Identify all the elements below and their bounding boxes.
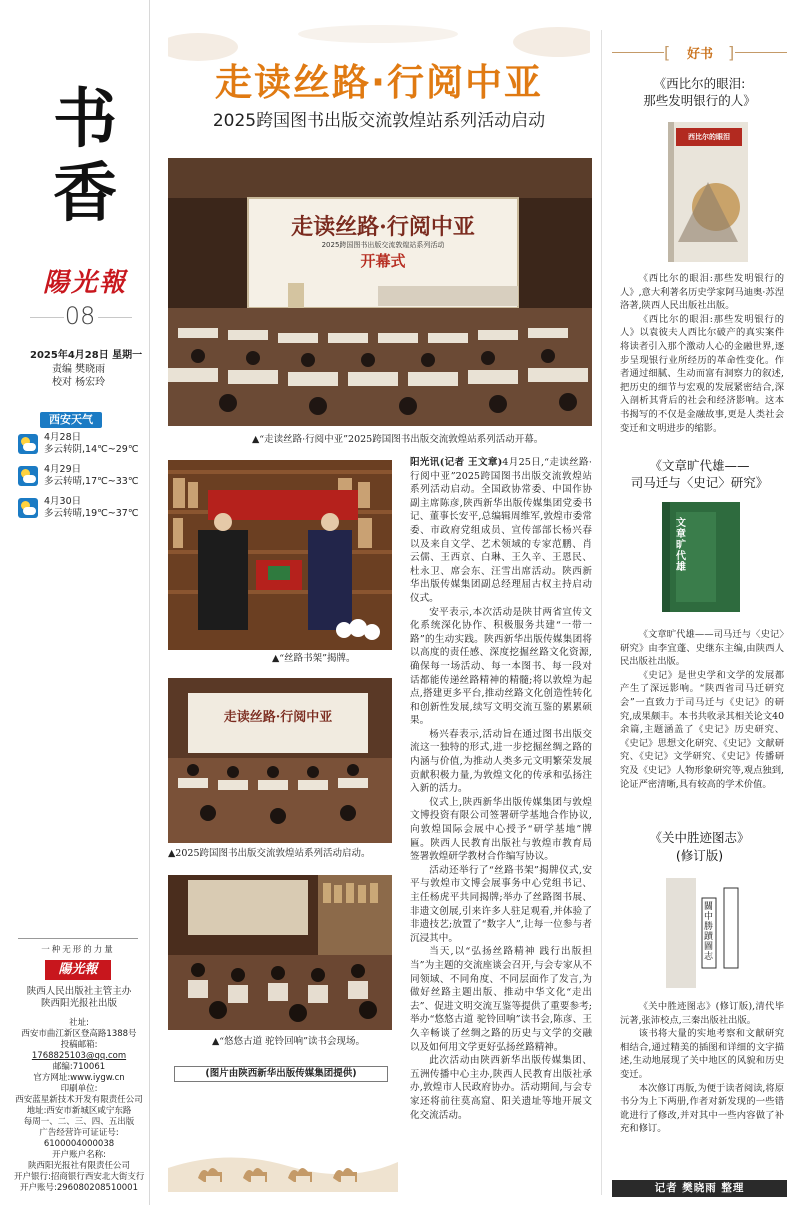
article-paragraph: 此次活动由陕西新华出版传媒集团、五洲传播中心主办,陕西人民教育出版社承办,敦煌市人民政府协办。活动期间,与会专家还将前往莫高窟、阳关遗址等地开展文化交流活动。	[410, 1055, 592, 1121]
masthead-column	[0, 0, 150, 1205]
book-cover-image	[662, 502, 740, 612]
book-desc-paragraph: 《关中胜迹图志》(修订版),清代毕沅著,张沛校点,三秦出版社出版。	[620, 1001, 784, 1026]
divider	[612, 52, 664, 53]
book-2-title-2: 司马迁与〈史记〉研究》	[630, 475, 769, 490]
imprint-line: 西安蓝星新技术开发有限责任公司	[15, 1095, 143, 1105]
headline-main: 走读丝路·行阅中亚	[214, 61, 544, 104]
bookshelf-image	[168, 460, 392, 650]
book-3-desc	[620, 1000, 784, 1136]
book-2-cover	[662, 502, 740, 612]
weather-date: 4月28日	[44, 432, 82, 443]
stage-sub: 2025跨国图书出版交流敦煌站系列活动	[321, 241, 445, 249]
imprint-logo: 陽光報	[45, 960, 111, 980]
book-desc-paragraph: 《西比尔的眼泪:那些发明银行的人》以袁彼夫人西比尔破产的真实案件将读者引入那个激动人心的金融世界,逐步呈现银行业所经历的革命性变化。作者通过细腻、生动而富有洞察力的叙述,把历史的细节与宏观的发展紧密结合,深入剖析其背后的社会和经济影响。这本书揭写的不仅是金融故事,更是人类社会变迁和文明进步的缩影。	[620, 313, 784, 434]
book-2-cover-title: 文章旷代雄	[676, 518, 686, 573]
column-divider	[601, 30, 602, 1195]
weather-date: 4月29日	[44, 464, 82, 475]
imprint-line: 投稿邮箱:	[60, 1040, 98, 1050]
proof-line: 校对 杨宏玲	[52, 377, 106, 388]
divider	[98, 317, 132, 318]
book-3-cover	[666, 878, 746, 988]
divider	[735, 52, 787, 53]
book-1-title-1: 《西比尔的眼泪:	[653, 76, 746, 91]
page-number: 08	[64, 302, 96, 330]
imprint-line: 广告经营许可证证号:	[39, 1128, 119, 1138]
article-byline: 阳光讯(记者 王文章)	[410, 457, 503, 468]
imprint-line: 开户银行:招商银行西安北大街支行	[14, 1172, 145, 1182]
photo-2-caption: ▲“丝路书架”揭牌。	[272, 653, 356, 664]
imprint-line: 社址:	[69, 1018, 89, 1028]
book-3-title-1: 《关中胜迹图志》	[649, 830, 750, 845]
imprint-line: 西安市曲江新区登高路1388号	[21, 1029, 137, 1039]
weather-date: 4月30日	[44, 496, 82, 507]
article-paragraph: 杨兴春表示,活动旨在通过图书出版交流这一独特的形式,进一步挖掘丝绸之路的内涵与价值,为推动人类多元文明繁荣发展贡献积极力量,为敦煌文化的传承和弘扬注入新的活力。	[410, 728, 592, 795]
divider	[18, 938, 138, 939]
book-cover-image	[668, 122, 748, 262]
imprint-line: 陕西阳光报社有限责任公司	[27, 1161, 130, 1171]
main-photo	[168, 158, 592, 426]
headline-sub: 2025跨国图书出版交流敦煌站系列活动启动	[212, 111, 546, 131]
headline-block	[168, 22, 590, 137]
book-desc-paragraph: 该书将大量的实地考察和文献研究相结合,通过精美的插图和详细的文字描述,生动地展现了关中地区的风貌和历史变迁。	[620, 1028, 784, 1080]
imprint-org-1: 陕西人民出版社主管主办	[26, 986, 132, 997]
reading-image	[168, 875, 392, 1030]
article-paragraph: 仪式上,陕西新华出版传媒集团与敦煌文博投资有限公司签署研学基地合作协议,向敦煌国际会展中心授予“研学基地”牌匾。陕西人民教育出版社与敦煌市教育局签署敦煌研学教材合作编写协议。	[410, 796, 592, 863]
imprint-line: 地址:西安市新城区咸宁东路	[26, 1106, 132, 1116]
cloudy-sun-icon	[18, 498, 38, 518]
weather-title: 西安天气	[40, 412, 102, 428]
imprint-line: 每周一、二、三、四、五出版	[23, 1117, 135, 1127]
section-char-1: 书	[53, 82, 117, 157]
stage-open: 开幕式	[360, 252, 406, 270]
photo-launch	[168, 678, 392, 843]
section-header	[612, 40, 787, 66]
book-1-cover	[668, 122, 748, 262]
book-desc-paragraph: 《西比尔的眼泪:那些发明银行的人》,意大利著名历史学家阿马迪奥·苏涅洛著,陕西人民出版社出版。	[620, 273, 784, 312]
article-body	[410, 456, 592, 1196]
book-2-desc	[620, 628, 784, 791]
book-1-title-2: 那些发明银行的人》	[643, 93, 756, 108]
imprint-line: 开户账户名称:	[52, 1150, 106, 1160]
section-char-2: 香	[53, 156, 117, 231]
book-1-cover-title: 西比尔的眼泪	[688, 132, 730, 141]
book-desc-paragraph: 本次修订再版,为便于读者阅读,将原书分为上下两册,作者对新发现的一些错讹进行了修改,并对其中一些内容做了补充和修订。	[620, 1082, 784, 1135]
article-paragraph: 活动还举行了“丝路书架”揭牌仪式,安平与敦煌市文博会展事务中心党组书记、主任杨虎平共同揭牌;举办了丝路图书展、非遗文创展,引来许多人驻足观看,并体验了非遗技艺;放置了“数字人”,让每一位参与者沉浸其中。	[410, 864, 592, 944]
book-desc-paragraph: 《文章旷代雄——司马迁与〈史记〉研究》由李宜蓬、史继东主编,由陕西人民出版社出版。	[620, 629, 784, 668]
launch-image	[168, 678, 392, 843]
imprint-line: 开户账号:296080208510001	[20, 1183, 138, 1193]
photo-bookshelf-unveiling	[168, 460, 392, 650]
bracket-left-icon: [	[664, 43, 671, 62]
weather-desc: 多云转阴,14℃~29℃	[44, 444, 139, 455]
compiler-note: 记者 樊晓雨 整理	[612, 1180, 787, 1197]
imprint-line: 邮编:710061	[52, 1062, 106, 1072]
book-desc-paragraph: 《史记》是世史学和文学的发展都产生了深远影响。“陕西省司马迁研究会”一直致力于司马迁与《史记》的研究,成果颇丰。本书共收录其相关论文40余篇,主题涵盖了《史记》历史研究、《史记》思想文化研究、《史记》文献研究、《史记》文学研究、《史记》传播研究及《史记》人物形象研究等,观点独到,论证严密清晰,具有较高的学术价值。	[620, 669, 784, 790]
weather-desc: 多云转晴,19℃~37℃	[44, 508, 139, 519]
book-3-cover-title: 關中勝蹟圖志	[704, 902, 714, 962]
book-3-title-2: (修订版)	[675, 848, 724, 863]
editor-line: 责编 樊晓雨	[52, 364, 106, 375]
photo-3-caption: ▲2025跨国图书出版交流敦煌站系列活动启动。	[168, 848, 371, 859]
article-paragraph: 4月25日,“走读丝路·行阅中亚”2025跨国图书出版交流敦煌站系列活动启动。全国政协常委、中国作协副主席陈彦,陕西新华出版传媒集团党委书记、董事长安平,总编辑周维军,敦煌市委常委、市政府党组成员、宣传部部长杨兴春以及来自文学、艺术领域的专家范鹏、肖云儒、王西京、白琳、王久辛、王恩民、杜永卫、席会东、汪雪出席活动。陕西新华出版传媒集团副总经理屈古权主持启动仪式。	[410, 457, 592, 604]
date-line: 2025年4月28日 星期一	[30, 350, 143, 361]
camel-caravan-illustration	[168, 1128, 398, 1192]
photo-4-caption: ▲“悠悠古道 驼铃回响”读书会现场。	[212, 1036, 366, 1047]
book-review-column	[612, 40, 787, 1200]
stage-title: 走读丝路·行阅中亚	[291, 214, 475, 240]
motto: 一种无形的力量	[41, 945, 115, 955]
paper-logo: 陽光報	[42, 268, 127, 298]
launch-banner: 走读丝路·行阅中亚	[223, 710, 333, 725]
cloudy-sun-icon	[18, 466, 38, 486]
main-photo-caption: ▲“走读丝路·行阅中亚”2025跨国图书出版交流敦煌站系列活动开幕。	[252, 434, 544, 445]
imprint-org-2: 陕西阳光报社出版	[40, 998, 117, 1009]
cloudy-sun-icon	[18, 434, 38, 454]
article-paragraph: 当天,以“弘扬丝路精神 践行出版担当”为主题的交流座谈会召开,与会专家从不同领域、不同角度、不同层面作了发言,为做好丝路主题出版、推动中华文化“走出去”、促进文明交流互鉴等提供了重要参考;举办“悠悠古道 驼铃回响”读书会,陈彦、王久辛畅谈了丝绸之路的历史与文学的交融以及如何用文学更好弘扬丝路精神。	[410, 946, 592, 1053]
section-label: 好书	[686, 47, 713, 62]
imprint-website[interactable]: 官方网址:www.iygw.cn	[33, 1073, 125, 1083]
article-paragraph: 安平表示,本次活动是陕甘两省宣传文化系统深化协作、积极服务共建“一带一路”的生动实践。陕西新华出版传媒集团将以高度的责任感、深度挖掘丝路文化资源,确保每一场活动、每一本图书、每一段对话都能传递丝路精神的精髓;将以敦煌为起点,搭建更多平台,推动丝路文化创造性转化和创新性发展,续写文明交流互鉴的累累硕果。	[410, 606, 592, 727]
book-1-desc	[620, 272, 784, 435]
imprint-line: 印刷单位:	[60, 1084, 98, 1094]
weather-desc: 多云转晴,17℃~33℃	[44, 476, 139, 487]
imprint-email[interactable]: 1768825103@qq.com	[31, 1051, 127, 1061]
photo-credit: (图片由陕西新华出版传媒集团提供)	[174, 1066, 388, 1082]
imprint-line: 6100004000038	[43, 1139, 115, 1149]
photo-reading-session	[168, 875, 392, 1030]
ceremony-image	[168, 158, 592, 426]
bracket-right-icon: ]	[728, 43, 735, 62]
book-2-title-1: 《文章旷代雄——	[649, 458, 750, 473]
